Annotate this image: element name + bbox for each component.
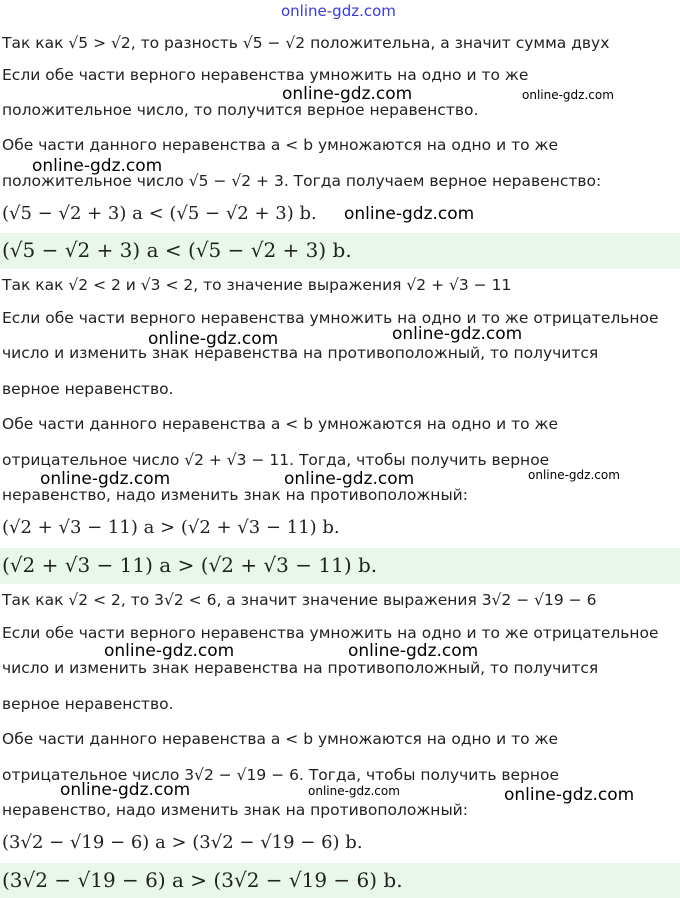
- s2-answer: (√2 + √3 − 11) a > (√2 + √3 − 11) b.: [2, 553, 378, 577]
- s1-line-3: положительное число, то получится верное неравенство.: [2, 101, 479, 119]
- s3-line-1: Так как √2 < 2, то 3√2 < 6, а значит значение выражения 3√2 − √19 − 6: [2, 591, 597, 609]
- s2-line-2: Если обе части верного неравенства умножить на одно и то же отрицательное: [2, 309, 659, 327]
- watermark: online-gdz.com: [60, 780, 191, 800]
- s1-line-2: Если обе части верного неравенства умножить на одно и то же: [2, 66, 529, 84]
- watermark: online-gdz.com: [522, 88, 614, 102]
- s1-line-4: Обе части данного неравенства a < b умножаются на одно и то же: [2, 136, 559, 154]
- watermark: online-gdz.com: [528, 468, 620, 482]
- s1-line-1: Так как √5 > √2, то разность √5 − √2 положительна, а значит сумма двух: [2, 34, 610, 52]
- s3-line-6: отрицательное число 3√2 − √19 − 6. Тогда, чтобы получить верное: [2, 766, 560, 784]
- watermark: online-gdz.com: [308, 784, 400, 798]
- s2-line-5: Обе части данного неравенства a < b умножаются на одно и то же: [2, 415, 559, 433]
- watermark-top: online-gdz.com: [281, 2, 396, 20]
- s3-line-7: неравенство, надо изменить знак на противоположный:: [2, 801, 468, 819]
- s2-line-4: верное неравенство.: [2, 380, 174, 398]
- watermark: online-gdz.com: [392, 324, 523, 344]
- s3-line-5: Обе части данного неравенства a < b умножаются на одно и то же: [2, 730, 559, 748]
- s1-formula: (√5 − √2 + 3) a < (√5 − √2 + 3) b.: [2, 203, 317, 224]
- s3-formula: (3√2 − √19 − 6) a > (3√2 − √19 − 6) b.: [2, 832, 363, 853]
- s3-line-2: Если обе части верного неравенства умножить на одно и то же отрицательное: [2, 624, 659, 642]
- watermark: online-gdz.com: [344, 204, 475, 224]
- s2-formula: (√2 + √3 − 11) a > (√2 + √3 − 11) b.: [2, 517, 340, 538]
- watermark: online-gdz.com: [148, 329, 279, 349]
- watermark: online-gdz.com: [40, 469, 171, 489]
- watermark: online-gdz.com: [32, 156, 163, 176]
- s1-line-5: положительное число √5 − √2 + 3. Тогда получаем верное неравенство:: [2, 172, 602, 190]
- s2-line-1: Так как √2 < 2 и √3 < 2, то значение выражения √2 + √3 − 11: [2, 276, 512, 294]
- s3-line-3: число и изменить знак неравенства на противоположный, то получится: [2, 659, 599, 677]
- watermark: online-gdz.com: [348, 641, 479, 661]
- watermark: online-gdz.com: [104, 641, 235, 661]
- watermark: online-gdz.com: [282, 84, 413, 104]
- s2-line-6: отрицательное число √2 + √3 − 11. Тогда, чтобы получить верное: [2, 451, 550, 469]
- watermark: online-gdz.com: [504, 785, 635, 805]
- s3-answer: (3√2 − √19 − 6) a > (3√2 − √19 − 6) b.: [2, 868, 403, 892]
- s1-answer: (√5 − √2 + 3) a < (√5 − √2 + 3) b.: [2, 238, 352, 262]
- s2-line-7: неравенство, надо изменить знак на противоположный:: [2, 486, 468, 504]
- s3-line-4: верное неравенство.: [2, 695, 174, 713]
- s2-line-3: число и изменить знак неравенства на противоположный, то получится: [2, 344, 599, 362]
- watermark: online-gdz.com: [284, 469, 415, 489]
